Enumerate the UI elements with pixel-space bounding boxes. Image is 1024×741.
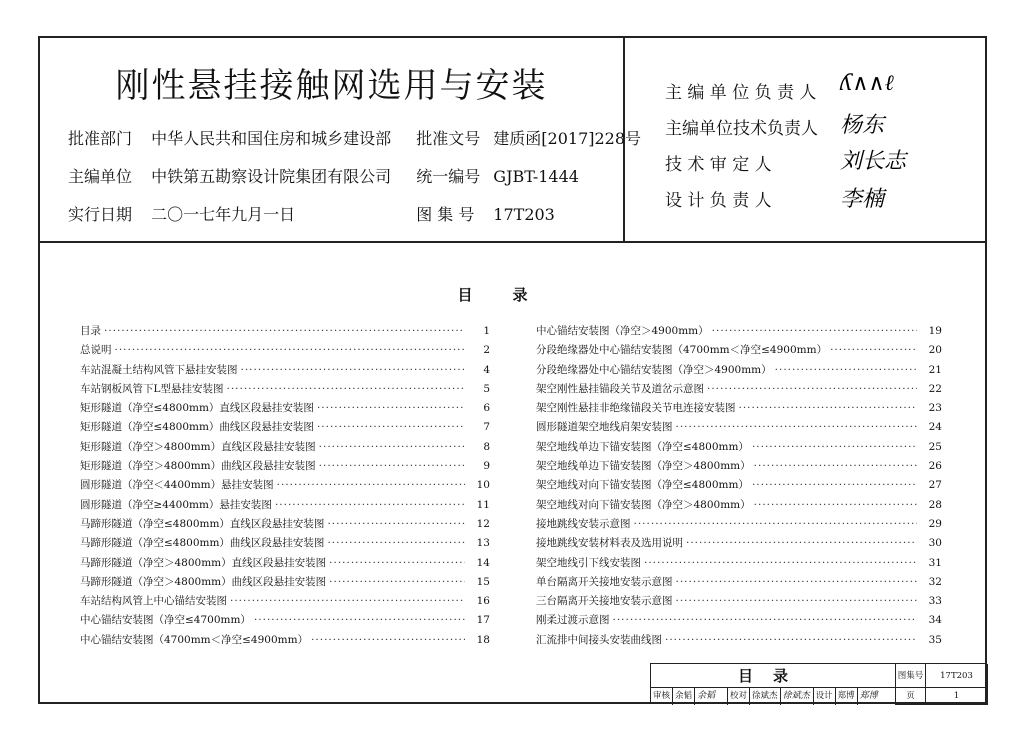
toc-entry-title: 中心锚结安装图（净空≤4700mm） xyxy=(80,614,251,627)
design-label: 设计 xyxy=(814,688,836,705)
toc-entry-page: 1 xyxy=(483,325,490,337)
toc-entry-page: 22 xyxy=(928,382,942,395)
header-divider xyxy=(40,241,985,243)
signature: 李楠 xyxy=(840,187,885,212)
toc-leader-dots xyxy=(634,518,918,530)
title-block xyxy=(650,663,987,704)
toc-entry-title: 单台隔离开关接地安装示意图 xyxy=(536,575,673,588)
toc-entry-title: 总说明 xyxy=(80,344,112,357)
responsible-label: 设 计 负 责 人 xyxy=(665,191,772,211)
toc-leader-dots xyxy=(775,364,917,376)
toc-entry-page: 7 xyxy=(483,421,490,434)
toc-entry-page: 34 xyxy=(928,614,942,627)
toc-entry xyxy=(80,555,490,574)
toc-leader-dots xyxy=(712,325,917,337)
toc-entry-title: 中心锚结安装图（4700mm＜净空≤4900mm） xyxy=(80,633,309,646)
title-block-page-value: 1 xyxy=(926,688,988,705)
check-label: 校对 xyxy=(728,688,750,705)
toc-entry-page: 5 xyxy=(483,382,490,395)
toc-entry-page: 18 xyxy=(476,633,490,646)
toc-entry-page: 17 xyxy=(476,614,490,627)
toc-entry xyxy=(80,632,490,651)
toc-entry xyxy=(536,477,942,496)
toc-entry-title: 马蹄形隧道（净空≤4800mm）曲线区段悬挂安装图 xyxy=(80,537,325,550)
toc-leader-dots xyxy=(676,595,918,607)
toc-leader-dots xyxy=(644,557,917,569)
toc-entry-title: 矩形隧道（净空≤4800mm）直线区段悬挂安装图 xyxy=(80,402,314,415)
toc-entry-title: 刚柔过渡示意图 xyxy=(536,614,610,627)
toc-entry-title: 架空地线引下线安装图 xyxy=(536,556,641,569)
toc-leader-dots xyxy=(754,460,917,472)
toc-leader-dots xyxy=(226,383,465,395)
toc-heading: 目录 xyxy=(457,286,568,304)
design-signature: 郑博 xyxy=(859,691,878,701)
toc-entry-page: 31 xyxy=(928,556,942,569)
toc-entry-title: 分段绝缘器处中心锚结安装图（4700mm＜净空≤4900mm） xyxy=(536,344,828,357)
toc-entry-title: 接地跳线安装材料表及选用说明 xyxy=(536,537,683,550)
responsible-row xyxy=(665,71,894,103)
toc-entry-page: 25 xyxy=(928,440,942,453)
toc-leader-dots xyxy=(752,441,917,453)
toc-entry-page: 10 xyxy=(476,479,490,492)
toc-right-column xyxy=(536,323,942,651)
serial-label: 统一编号 xyxy=(416,167,481,186)
approval-dept-value: 中华人民共和国住房和城乡建设部 xyxy=(151,129,392,148)
editor-label: 主编单位 xyxy=(68,167,133,186)
toc-entry-title: 架空地线单边下锚安装图（净空＞4800mm） xyxy=(536,460,751,473)
toc-entry xyxy=(80,439,490,458)
toc-leader-dots xyxy=(241,364,466,376)
toc-entry-page: 24 xyxy=(928,421,942,434)
atlas-title: 刚性悬挂接触网选用与安装 xyxy=(115,66,548,106)
approval-doc-value: 建质函[2017]228号 xyxy=(493,129,642,148)
toc-entry xyxy=(80,381,490,400)
toc-leader-dots xyxy=(613,614,918,626)
toc-entry xyxy=(80,593,490,612)
sheet-name: 目录 xyxy=(651,664,896,688)
toc-entry-page: 15 xyxy=(476,575,490,588)
toc-entry-page: 21 xyxy=(928,363,942,376)
toc-entry-page: 35 xyxy=(928,633,942,646)
toc-entry-title: 圆形隧道（净空＜4400mm）悬挂安装图 xyxy=(80,479,274,492)
toc-leader-dots xyxy=(676,576,918,588)
toc-leader-dots xyxy=(754,499,917,511)
toc-entry-page: 6 xyxy=(483,402,490,415)
toc-leader-dots xyxy=(230,595,465,607)
toc-entry xyxy=(536,458,942,477)
toc-entry-page: 8 xyxy=(483,440,490,453)
meta-row-date xyxy=(68,202,555,225)
toc-leader-dots xyxy=(665,634,917,646)
toc-leader-dots xyxy=(319,460,465,472)
toc-leader-dots xyxy=(752,479,917,491)
toc-entry xyxy=(80,516,490,535)
editor-value: 中铁第五勘察设计院集团有限公司 xyxy=(151,167,392,186)
toc-entry xyxy=(536,555,942,574)
toc-entry xyxy=(80,574,490,593)
toc-entry xyxy=(536,612,942,631)
toc-entry-page: 9 xyxy=(483,460,490,473)
approval-dept-label: 批准部门 xyxy=(68,129,133,148)
review-signature: 余韬 xyxy=(695,688,728,705)
toc-entry xyxy=(80,535,490,554)
toc-entry-title: 中心锚结安装图（净空＞4900mm） xyxy=(536,325,709,337)
toc-leader-dots xyxy=(739,402,918,414)
toc-entry xyxy=(536,342,942,361)
toc-entry xyxy=(80,400,490,419)
signature: ʎ∧∧ℓ xyxy=(840,71,894,96)
toc-entry-title: 架空刚性悬挂锚段关节及道岔示意图 xyxy=(536,382,704,395)
toc-leader-dots xyxy=(686,537,917,549)
toc-entry xyxy=(536,497,942,516)
toc-entry-title: 接地跳线安装示意图 xyxy=(536,517,631,530)
responsible-label: 技 术 审 定 人 xyxy=(665,155,772,175)
toc-entry xyxy=(536,400,942,419)
date-label: 实行日期 xyxy=(68,205,133,224)
responsible-row xyxy=(665,149,907,175)
toc-entry-page: 14 xyxy=(476,556,490,569)
toc-entry-title: 三台隔离开关接地安装示意图 xyxy=(536,595,673,608)
toc-entry-page: 33 xyxy=(928,595,942,608)
check-name: 徐斌杰 xyxy=(750,688,781,705)
signature: 杨东 xyxy=(840,113,885,138)
toc-entry xyxy=(536,574,942,593)
toc-entry xyxy=(80,477,490,496)
toc-entry-page: 20 xyxy=(928,344,942,357)
toc-entry-page: 19 xyxy=(928,325,942,337)
title-block-signoff-row xyxy=(651,688,896,705)
toc-entry-title: 目录 xyxy=(80,325,101,337)
toc-leader-dots xyxy=(329,576,465,588)
toc-entry-page: 4 xyxy=(483,363,490,376)
toc-entry xyxy=(80,458,490,477)
date-value: 二〇一七年九月一日 xyxy=(151,205,296,224)
toc-entry-page: 29 xyxy=(928,517,942,530)
toc-entry-title: 马蹄形隧道（净空＞4800mm）曲线区段悬挂安装图 xyxy=(80,575,327,588)
toc-entry-title: 架空刚性悬挂非绝缘锚段关节电连接安装图 xyxy=(536,402,736,415)
drawing-frame xyxy=(38,36,987,704)
toc-entry-page: 28 xyxy=(928,498,942,511)
toc-left-column xyxy=(80,323,490,651)
responsible-label: 主编单位技术负责人 xyxy=(665,119,818,139)
toc-entry-title: 车站结构风管上中心锚结安装图 xyxy=(80,595,227,608)
design-name: 郑博 xyxy=(836,688,858,705)
toc-entry xyxy=(536,381,942,400)
toc-entry-page: 23 xyxy=(928,402,942,415)
approval-doc-label: 批准文号 xyxy=(416,129,481,148)
toc-entry-page: 2 xyxy=(483,344,490,357)
title-block-page-label: 页 xyxy=(896,688,926,705)
toc-entry-page: 13 xyxy=(476,537,490,550)
toc-entry-page: 26 xyxy=(928,460,942,473)
toc-entry-title: 矩形隧道（净空＞4800mm）曲线区段悬挂安装图 xyxy=(80,460,316,473)
toc-leader-dots xyxy=(676,421,918,433)
signature: 刘长志 xyxy=(840,149,907,174)
toc-entry xyxy=(536,535,942,554)
meta-row-approval xyxy=(68,126,641,149)
atlas-number-value: 17T203 xyxy=(493,205,555,224)
toc-leader-dots xyxy=(311,634,465,646)
toc-entry-title: 架空地线单边下锚安装图（净空≤4800mm） xyxy=(536,440,749,453)
serial-value: GJBT-1444 xyxy=(493,167,579,186)
toc-entry-title: 车站混凝土结构风管下悬挂安装图 xyxy=(80,363,238,376)
toc-entry xyxy=(536,419,942,438)
toc-leader-dots xyxy=(327,537,465,549)
responsible-label: 主 编 单 位 负 责 人 xyxy=(665,83,817,103)
meta-row-editor xyxy=(68,164,579,187)
toc-entry xyxy=(536,593,942,612)
toc-entry-title: 圆形隧道架空地线肩架安装图 xyxy=(536,421,673,434)
check-signature: 徐斌杰 xyxy=(781,688,814,705)
toc-entry xyxy=(80,323,490,342)
toc-entry-title: 矩形隧道（净空＞4800mm）直线区段悬挂安装图 xyxy=(80,440,316,453)
toc-entry xyxy=(536,323,942,342)
toc-leader-dots xyxy=(830,344,917,356)
toc-entry-page: 16 xyxy=(476,595,490,608)
toc-entry xyxy=(536,632,942,651)
toc-entry xyxy=(536,362,942,381)
toc-leader-dots xyxy=(707,383,917,395)
toc-entry-page: 32 xyxy=(928,575,942,588)
toc-leader-dots xyxy=(275,499,465,511)
title-block-atlas-label: 图集号 xyxy=(896,664,926,688)
toc-entry-page: 27 xyxy=(928,479,942,492)
review-name: 余韬 xyxy=(673,688,695,705)
toc-entry-title: 架空地线对向下锚安装图（净空＞4800mm） xyxy=(536,498,751,511)
responsible-row xyxy=(665,113,885,139)
toc-entry xyxy=(80,362,490,381)
toc-entry-title: 矩形隧道（净空≤4800mm）曲线区段悬挂安装图 xyxy=(80,421,314,434)
toc-entry-page: 30 xyxy=(928,537,942,550)
toc-entry xyxy=(80,612,490,631)
toc-leader-dots xyxy=(329,557,465,569)
toc-leader-dots xyxy=(327,518,465,530)
toc-leader-dots xyxy=(317,421,465,433)
toc-entry-page: 11 xyxy=(476,498,490,511)
toc-leader-dots xyxy=(254,614,465,626)
atlas-number-label: 图 集 号 xyxy=(416,205,475,224)
title-block-atlas-value: 17T203 xyxy=(926,664,988,688)
toc-entry-title: 架空地线对向下锚安装图（净空≤4800mm） xyxy=(536,479,749,492)
toc-leader-dots xyxy=(104,325,465,337)
responsible-row xyxy=(665,186,885,212)
toc-entry xyxy=(80,342,490,361)
toc-entry-title: 马蹄形隧道（净空≤4800mm）直线区段悬挂安装图 xyxy=(80,517,325,530)
toc-entry-title: 分段绝缘器处中心锚结安装图（净空＞4900mm） xyxy=(536,363,772,376)
review-label: 审核 xyxy=(651,688,673,705)
toc-entry-title: 车站钢板风管下L型悬挂安装图 xyxy=(80,382,224,395)
toc-entry xyxy=(536,439,942,458)
toc-entry-title: 马蹄形隧道（净空＞4800mm）直线区段悬挂安装图 xyxy=(80,556,327,569)
toc-leader-dots xyxy=(319,441,465,453)
toc-entry-page: 12 xyxy=(476,517,490,530)
toc-entry-title: 圆形隧道（净空≥4400mm）悬挂安装图 xyxy=(80,498,272,511)
toc-entry-title: 汇流排中间接头安装曲线图 xyxy=(536,633,662,646)
toc-entry xyxy=(536,516,942,535)
toc-leader-dots xyxy=(317,402,465,414)
toc-entry xyxy=(80,419,490,438)
toc-leader-dots xyxy=(277,479,465,491)
toc-entry xyxy=(80,497,490,516)
toc-leader-dots xyxy=(115,344,466,356)
